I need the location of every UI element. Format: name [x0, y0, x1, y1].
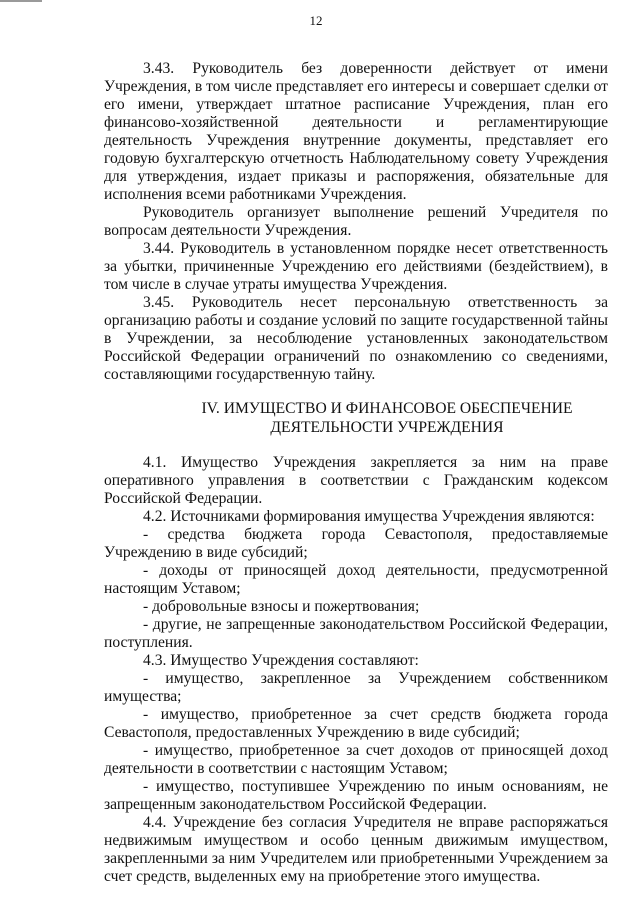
list-item-donations: - добровольные взносы и пожертвования;	[143, 598, 420, 615]
paragraph-3-43: 3.43. Руководитель без доверенности действует от имени Учреждения, в том числе представляет его интересы и совершает сделки от его имени, утверждает штатное расписание Учреждения, план его финансово-хозяйственной деятельности и регламентирующие деятельность Учреждения внутренние документы, представляет его годовую бухгалтерскую отчетность Наблюдательному совету Учреждения для утверждения, издает приказы и распоряжения, обязательные для исполнения всеми работниками Учреждения.	[104, 60, 608, 203]
paragraph-3-45: 3.45. Руководитель несет персональную ответственность за организацию работы и создание условий по защите государственной тайны в Учреждении, за несоблюдение установленных законодательством Российской Федерации ограничений по ознакомлению со сведениями, составляющими государственную тайну.	[104, 294, 608, 383]
paragraph-4-3: 4.3. Имущество Учреждения составляют:	[143, 652, 419, 669]
paragraph-director-organizes: Руководитель организует выполнение решений Учредителя по вопросам деятельности Учреждения.	[104, 204, 608, 239]
paragraph-3-44: 3.44. Руководитель в установленном порядке несет ответственность за убытки, причиненные Учреждению его действиями (бездействием), в том числе в случае утраты имущества Учреждения.	[104, 240, 608, 293]
list-item-income: - доходы от приносящей доход деятельности, предусмотренной настоящим Уставом;	[104, 562, 608, 597]
list-item-income-property: - имущество, приобретенное за счет доходов от приносящей доход деятельности в соответствии с настоящим Уставом;	[104, 742, 608, 777]
paragraph-4-2: 4.2. Источниками формирования имущества Учреждения являются:	[143, 508, 595, 525]
list-item-assigned-property: - имущество, закрепленное за Учреждением собственником имущества;	[104, 670, 608, 705]
section-heading-line-2: ДЕЯТЕЛЬНОСТИ УЧРЕЖДЕНИЯ	[270, 419, 504, 436]
list-item-budget-property: - имущество, приобретенное за счет средств бюджета города Севастополя, предоставленных Учреждению в виде субсидий;	[104, 706, 608, 741]
section-heading	[104, 399, 608, 437]
paragraph-4-4: 4.4. Учреждение без согласия Учредителя не вправе распоряжаться недвижимым имуществом и особо ценным движимым имуществом, закрепленными за ним Учредителем или приобретенными Учреждением за счет средств, выделенных ему на приобретение этого имущества.	[104, 814, 608, 885]
scan-edge-mark	[0, 0, 42, 2]
paragraph-4-1: 4.1. Имущество Учреждения закрепляется за ним на праве оперативного управления в соответствии с Гражданским кодексом Российской Федерации.	[104, 454, 608, 507]
document-body	[104, 60, 608, 886]
section-heading-line-1: IV. ИМУЩЕСТВО И ФИНАНСОВОЕ ОБЕСПЕЧЕНИЕ	[201, 400, 573, 417]
page-number: 12	[309, 13, 323, 28]
list-item-other-receipts: - другие, не запрещенные законодательством Российской Федерации, поступления.	[104, 616, 608, 651]
list-item-budget-funds: - средства бюджета города Севастополя, предоставляемые Учреждению в виде субсидий;	[104, 526, 608, 561]
list-item-other-property: - имущество, поступившее Учреждению по иным основаниям, не запрещенным законодательством Российской Федерации.	[104, 778, 608, 813]
